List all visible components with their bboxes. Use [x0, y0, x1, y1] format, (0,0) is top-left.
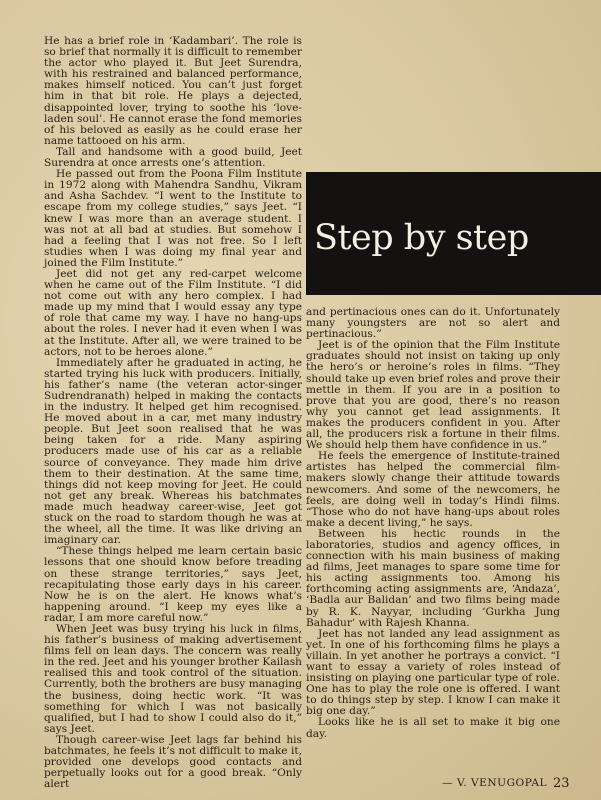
paragraph: Jeet did not get any red-carpet welcome when he came out of the Film Institute. “I did not come out with any hero complex. I had made up my mind that I would essay any type of role that came my way. I have no hang-ups about the roles. I never had it even when I was at the Institute. After all, we were trained to be actors, not to be heroes alone.” [44, 267, 302, 358]
paragraph: He passed out from the Poona Film Institute in 1972 along with Mahendra Sandhu, Vikram and Asha Sachdev. “I went to the Institute to escape from my college studies,” says Jeet. “I knew I was more than an average student. I was not at all bad at studies. But somehow I had a feeling that I was not free. So I left studies when I was doing my final year and joined the Film Institute.” [44, 168, 302, 269]
title-banner [306, 172, 601, 295]
paragraph: and pertinacious ones can do it. Unfortunately many youngsters are not so alert and pertinacious.” [306, 306, 560, 341]
paragraph: Jeet is of the opinion that the Film Institute graduates should not insist on taking up only the hero’s or heroine’s roles in films. “They should take up even brief roles and prove their mettle in them. If you are in a position to prove that you are good, there’s no reason why you cannot get lead assignments. It makes the producers confident in you. After all, the producers risk a fortune in their films. We should help them have confidence in us.” [306, 339, 560, 452]
article-title: Step by step [314, 218, 529, 258]
paragraph: Jeet has not landed any lead assignment as yet. In one of his forthcoming films he plays a villain. In yet another he portrays a convict. “I want to essay a variety of roles instead of insisting on playing one particular type of role. One has to play the role one is offered. I want to do things step by step. I know I can make it big one day.” [306, 627, 560, 718]
paragraph: Looks like he is all set to make it big one day. [306, 716, 560, 740]
paragraph: “These things helped me learn certain basic lessons that one should know before treading on these strange territories,” says Jeet, recapitulating those early days in his career. Now he is on the alert. He knows what’s happening around. “I keep my eyes like a radar, I am more careful now.” [44, 545, 302, 624]
paragraph: He feels the emergence of Institute-trained artistes has helped the commercial film-makers slowly change their attitude towards newcomers. And some of the newcomers, he feels, are doing well in today’s Hindi films. “Those who do not have hang-ups about roles make a decent living,” he says. [306, 450, 560, 529]
article-column-left [44, 36, 302, 790]
paragraph: Between his hectic rounds in the laboratories, studios and agency offices, in connection with his main business of making ad films, Jeet manages to spare some time for his acting assignments too. Among his forthcoming acting assignments are, ‘Andaza’, ‘Badla aur Balidan’ and two films being made by R. K. Nayyar, including ‘Gurkha Jung Bahadur’ with Rajesh Khanna. [306, 527, 560, 629]
paragraph: Though career-wise Jeet lags far behind his batchmates, he feels it’s not difficult to make it, provided one develops good contacts and perpetually looks out for a good break. “Only alert [44, 733, 302, 791]
page-number: 23 [553, 776, 570, 791]
paragraph: Immediately after he graduated in acting, he started trying his luck with producers. Initially, his father’s name (the veteran actor-singer Sudrendranath) helped in making the contacts in the industry. It helped get him recognised. He moved about in a car, met many industry people. But Jeet soon realised that he was being taken for a ride. Many aspiring producers made use of his car as a reliable source of conveyance. They made him drive them to their destination. At the same time, things did not keep moving for Jeet. He could not get any break. Whereas his batchmates made much headway career-wise, Jeet got stuck on the road to stardom though he was at the wheel, all the time. It was like driving an imaginary car. [44, 356, 302, 547]
author-byline: — V. VENUGOPAL [442, 777, 548, 789]
paragraph: He has a brief role in ‘Kadambari’. The role is so brief that normally it is difficult to remember the actor who played it. But Jeet Surendra, with his restrained and balanced performance, makes himself noticed. You can’t just forget him in that bit role. He plays a dejected, disappointed lover, trying to soothe his ‘love-laden soul’. He cannot erase the fond memories of his beloved as easily as he could erase her name tattooed on his arm. [44, 35, 302, 147]
paragraph: Tall and handsome with a good build, Jeet Surendra at once arrests one’s attention. [44, 145, 302, 170]
article-column-right [306, 307, 560, 740]
paragraph: When Jeet was busy trying his luck in films, his father’s business of making advertisement films fell on lean days. The concern was really in the red. Jeet and his younger brother Kailash realised this and took control of the situation. Currently, both the brothers are busy managing the business, doing hectic work. “It was something for which I was not basically qualified, but I had to show I could also do it,” says Jeet. [44, 622, 302, 735]
